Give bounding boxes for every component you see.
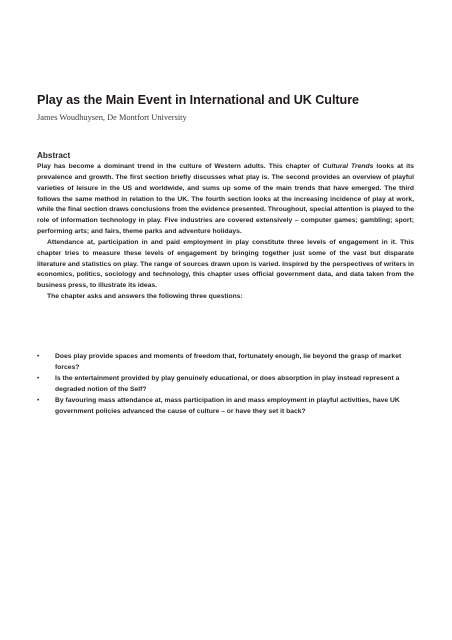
abstract-heading: Abstract	[37, 151, 71, 160]
bullet-mark: •	[37, 397, 40, 404]
question-text: Is the entertainment provided by play genuinely educational, or does absorption in play instead represent a degraded notion of the Self?	[55, 375, 400, 393]
list-item	[37, 351, 414, 373]
abstract-paragraph-1	[37, 162, 414, 238]
bullet-mark: •	[37, 353, 40, 360]
abstract-body	[37, 162, 414, 303]
abstract-paragraph-3: The chapter asks and answers the following three questions:	[47, 293, 243, 301]
question-text: Does play provide spaces and moments of freedom that, fortunately enough, lie beyond the grasp of market forces?	[55, 353, 402, 371]
bullet-mark: •	[37, 375, 40, 382]
author-affiliation: James Woudhuysen, De Montfort University	[37, 113, 187, 122]
question-text: By favouring mass attendance at, mass participation in and mass employment in playful activities, have UK government policies advanced the cause of culture – or have they set it back?	[55, 397, 400, 415]
list-item	[37, 373, 414, 395]
question-list	[37, 351, 414, 417]
abstract-p1-start: Play has become a dominant trend in the culture of Western adults. This chapter of	[37, 163, 323, 170]
abstract-paragraph-2: Attendance at, participation in and paid employment in play constitute three levels of engagement in it. This chapter tries to measure these levels of engagement by bringing together just some of the vast but disparate literature and statistics on play. The range of sources drawn upon is varied. Inspired by the perspectives of writers in economics, politics, sociology and technology, this chapter uses official government data, and data taken from the business press, to illustrate its ideas.	[37, 238, 414, 290]
list-item	[37, 395, 414, 417]
journal-name: Cultural Trends	[322, 163, 374, 170]
abstract-p1-end: looks at its prevalence and growth. The first section briefly discusses what play is. The second provides an overview of playful varieties of leisure in the US and worldwide, and sums up some of the main trends that have emerged. The third follows the same method in relation to the UK. The fourth section looks at the increasing incidence of play at work, while the final section draws conclusions from the evidence presented. Throughout, special attention is played to the role of information technology in play. Five industries are covered extensively – computer games; gambling; sport; performing arts; and fairs, theme parks and adventure holidays.	[37, 163, 414, 236]
article-title: Play as the Main Event in International and UK Culture	[37, 93, 359, 107]
